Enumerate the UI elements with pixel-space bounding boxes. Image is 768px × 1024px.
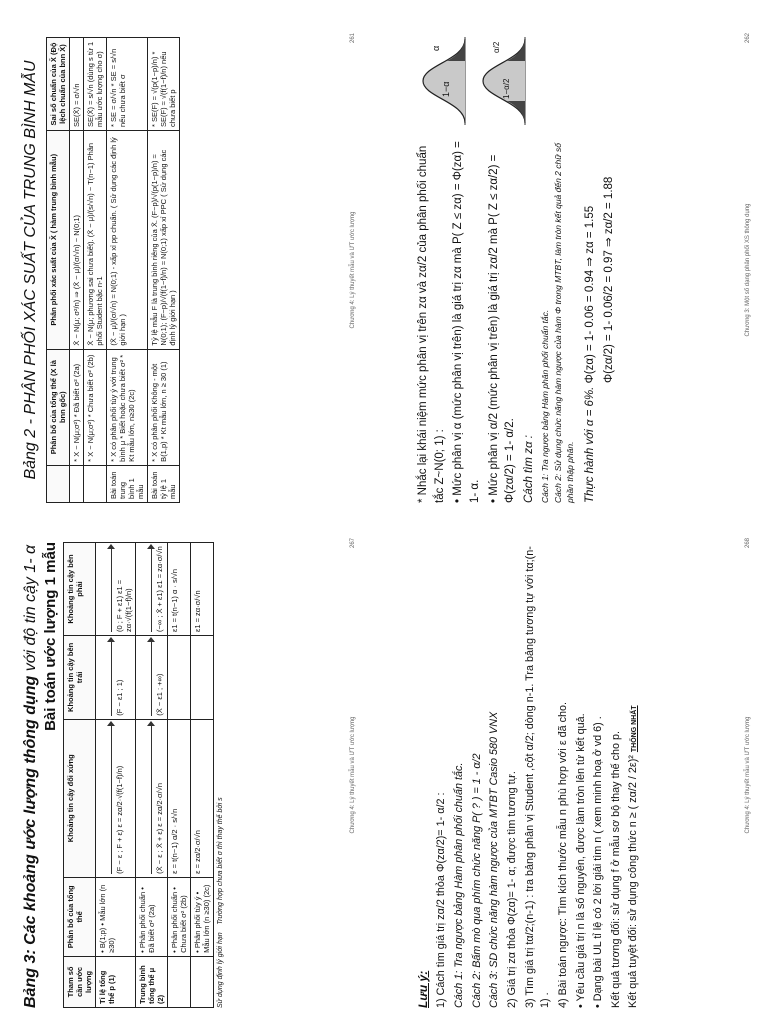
slide-quantiles <box>405 25 755 515</box>
sym-cell: ε = zα/2·σ/√n <box>191 719 214 877</box>
note-4a: • Yêu cầu giá trị n là số nguyên, được làm tròn lên từ kết quả. <box>574 542 590 1008</box>
bullet-alpha: • Mức phân vị α (mức phân vị trên) là giá trị zα mà P( Z ≤ zα) = Φ(zα) = 1- α. <box>450 133 483 503</box>
note-4: 4) Bài toán ngược: Tìm kích thước mẫu n phù hợp với ε đã cho. <box>556 701 569 1008</box>
right-cell: (−∞ ; X̄ + ε1) ε1 = zα·σ/√n <box>136 543 168 636</box>
note-1a: Cách 1: Tra ngược bảng Hàm phân phối chuẩn tắc. <box>453 762 466 1008</box>
distribution-table <box>46 37 180 503</box>
col-header: Phân phối xác suất của X̄ ( hàm trung bình mẫu) <box>47 131 70 350</box>
left-cell <box>168 636 191 720</box>
page-number: 262 <box>745 33 751 44</box>
method-1: Cách 1: Tra ngược bảng Hàm phân phối chuẩn tắc. <box>539 309 550 503</box>
slide-footer: Chương 4: Lý thuyết mẫu và ƯT ước lượng <box>350 211 356 329</box>
label-1-alpha: 1−α <box>441 81 451 97</box>
label-1-alpha-half: 1−α/2 <box>502 78 511 99</box>
cell: * X có phân phối tùy ý với trung bình μ * Biết hoặc chưa biết σ² * Kt mẫu lớn, n≥30 (2c) <box>107 349 148 465</box>
slide-title: Bảng 3: Các khoảng ước lượng thông dụng <box>22 675 39 1008</box>
col-header: Khoảng tin cậy đối xứng <box>64 719 96 877</box>
note-4d: Kết quả tuyệt đối: sử dụng công thức n ≥ ( zα/2 / 2ε)² <box>627 755 640 1008</box>
right-cell: ε1 = zα·σ/√n <box>191 543 214 636</box>
table-note-2: Trường hợp chưa biết σ thì thay thế bởi s <box>217 797 224 925</box>
table-row <box>136 543 168 1008</box>
sym-cell: (X̄ − ε ; X̄ + ε) ε = zα/2·σ/√n <box>136 719 168 877</box>
row-label <box>70 465 84 502</box>
method-2: Cách 2: Sử dụng chức năng hàm ngược của hàm Φ trong MTBT, làm tròn kết quả đến 2 chữ số phần thập phân. <box>553 143 575 503</box>
col-header: Khoảng tin cậy bên trái <box>64 636 96 720</box>
normal-curve-alpha <box>417 35 473 127</box>
table-note: Sử dụng định lý giới hạn <box>217 932 224 1008</box>
page-number: 267 <box>350 538 356 549</box>
dist-cell: • Phân phối chuẩn • Đã biết σ² (2a) <box>136 877 168 956</box>
note-1: 1) Cách tìm giá trị zα/2 thỏa Φ(zα/2)= 1- α/2 : <box>435 792 448 1008</box>
cell: * SE = σ/√n * SE = s/√n nếu chưa biết σ <box>107 38 148 131</box>
col-header: Sai số chuẩn của X̄ (Độ lệch chuẩn của bnn X̄) <box>47 38 70 131</box>
bullet-alpha-half: • Mức phân vị α/2 (mức phân vị trên) là giá trị zα/2 mà P( Z ≤ zα/2) = Φ(zα/2) = 1- α/2. <box>486 133 519 503</box>
table-row <box>148 38 180 503</box>
row-label <box>84 465 107 502</box>
row-label: Bài toán trung bình 1 mẫu <box>107 465 148 502</box>
normal-curve-alpha-half <box>477 35 533 127</box>
col-header <box>47 465 70 502</box>
dist-cell: • Phân phối chuẩn • Chưa biết σ² (2b) <box>168 877 191 956</box>
sym-cell: (F − ε ; F + ε) ε = zα/2·√(f(1−f)/n) <box>96 719 136 877</box>
note-4c: Kết quả tương đối: sử dụng f ở mẫu sơ bộ thay thế cho p. <box>609 731 622 1008</box>
col-header: Tham số cần ước lượng <box>64 956 96 1007</box>
note-1c: Cách 3: SD chức năng hàm ngược của MTBT Casio 580 VNX <box>488 711 501 1008</box>
slide-footer: Chương 4: Lý thuyết mẫu và ƯT ước lượng <box>350 716 356 834</box>
cell: (X̄ − μ)/(σ/√n) ≈ N(0;1) - xấp xỉ pp chuẩn. ( Sử dụng các định lý giới hạn ) <box>107 131 148 350</box>
example-line-1: Φ(zα) = 1- 0.06 = 0.94 ⇒ zα = 1.55 <box>584 205 597 384</box>
cell: * X ~ N(μ;σ²) * Đã biết σ² (2a) <box>70 349 84 465</box>
slide-footer: Chương 3: Một số dạng phân phối XS thông dụng <box>745 203 751 337</box>
dist-cell: • B(1;p) • Mẫu lớn (n ≥30) <box>96 877 136 956</box>
intro-text: * Nhắc lại khái niệm mức phân vị trên zα và zα/2 của phân phối chuẩn tắc Z~N(0; 1) : <box>417 145 446 503</box>
table-row <box>96 543 136 1008</box>
row-label: Bài toán tỷ lệ 1 mẫu <box>148 465 180 502</box>
param-cell <box>191 956 214 1007</box>
page-number: 261 <box>350 33 356 44</box>
left-cell: (X̄ − ε1 ; +∞) <box>136 636 168 720</box>
dist-cell: • Phân phối tùy ý • Mẫu lớn (n ≥30) (2c) <box>191 877 214 956</box>
cell: * X có phân phối Không - một B(1,p) * Kt mẫu lớn, n ≥ 30 (1) <box>148 349 180 465</box>
cell: * SE(F) = √(p(1−p)/n) * SE(F) ≈ √(f(1−f)/n) nếu chưa biết p <box>148 38 180 131</box>
page-number: 268 <box>745 538 751 549</box>
col-header: Khoảng tin cậy bên phải <box>64 543 96 636</box>
slide-table-2 <box>10 25 360 515</box>
howto-heading: Cách tìm zα : <box>523 435 536 503</box>
table-row <box>107 38 148 503</box>
table-row <box>168 543 191 1008</box>
example-heading: Thực hành với α = 6%. <box>584 386 597 503</box>
slide-footer: Chương 4: Lý thuyết mẫu và ƯT ước lượng <box>745 716 751 834</box>
label-alpha: α <box>431 45 441 51</box>
slide-subtitle: Bài toán ước lượng 1 mẫu <box>42 542 59 731</box>
slide-title: Bảng 2 - PHÂN PHỐI XÁC SUẤT CỦA TRUNG BÌNH MẪU <box>22 60 39 480</box>
param-cell <box>168 956 191 1007</box>
slide-notes <box>405 530 755 1020</box>
right-cell: (0 ; F + ε1) ε1 = zα·√(f(1−f)/n) <box>96 543 136 636</box>
cell: SE(X̄) = σ/√n <box>70 38 84 131</box>
unified-tag: THỐNG NHẤT <box>631 705 639 753</box>
param-cell: Trung bình tổng thể μ (2) <box>136 956 168 1007</box>
cell: X̄ ~ N(μ; phương sai chưa biết). (X̄ − μ)/(s/√n) ~ T(n−1) Phân phối Student bậc n-1 <box>84 131 107 350</box>
interval-table <box>63 542 214 1008</box>
table-row <box>84 38 107 503</box>
right-cell: ε1 = t(n−1) α · s/√n <box>168 543 191 636</box>
col-header: Phân bố của tổng thể <box>64 877 96 956</box>
left-cell <box>191 636 214 720</box>
table-row <box>191 543 214 1008</box>
note-1b: Cách 2: Bấm mò qua phím chức năng P( ? ) = 1 - α/2 <box>470 753 483 1008</box>
note-2: 2) Giá trị zα thỏa Φ(zα)= 1- α; được tìm tương tự. <box>505 771 518 1008</box>
label-alpha-half: α/2 <box>492 41 501 53</box>
slide-table-3 <box>10 530 360 1020</box>
cell: SE(X̄) = s/√n (dùng s từ 1 mẫu ước lượng cho σ) <box>84 38 107 131</box>
example-line-2: Φ(zα/2) = 1- 0.06/2 = 0.97 ⇒ zα/2 = 1.88 <box>602 176 615 383</box>
notes-heading: Lưu ý: <box>416 970 430 1008</box>
cell: X̄ ~ N(μ; σ²/n) ⇒ (X̄ − μ)/(σ/√n) ~ N(0;1) <box>70 131 84 350</box>
col-header: Phân bố của tổng thể (X là bnn gốc) <box>47 349 70 465</box>
sym-cell: ε = t(n−1) α/2 · s/√n <box>168 719 191 877</box>
note-3: 3) Tìm giá trị tα/2;(n-1) : tra bảng phân vị Student ,cột α/2; dòng n-1. Tra bảng tương tự với tα;(n-1) . <box>523 546 552 1008</box>
note-4b: • Dạng bài UL tỉ lệ có 2 lời giải tìm n ( xem minh hoạ ở vd 6) . <box>591 542 607 1008</box>
param-cell: Tỉ lệ tổng thể p (1) <box>96 956 136 1007</box>
cell: * X ~ N(μ;σ²) * Chưa biết σ² (2b) <box>84 349 107 465</box>
table-row <box>70 38 84 503</box>
left-cell: (F − ε1 ; 1) <box>96 636 136 720</box>
slide-title-tail: với độ tin cậy 1- α <box>22 544 39 672</box>
cell: Tỷ lệ mẫu F là trung bình riêng của X̄. (F−p)/√(p(1−p)/n) ≈ N(0;1); (F−p)/√(f(1−f)/n) ≈ N(0;1) xấp xỉ PPC ( Sử dụng các định lý giới hạn ) <box>148 131 180 350</box>
